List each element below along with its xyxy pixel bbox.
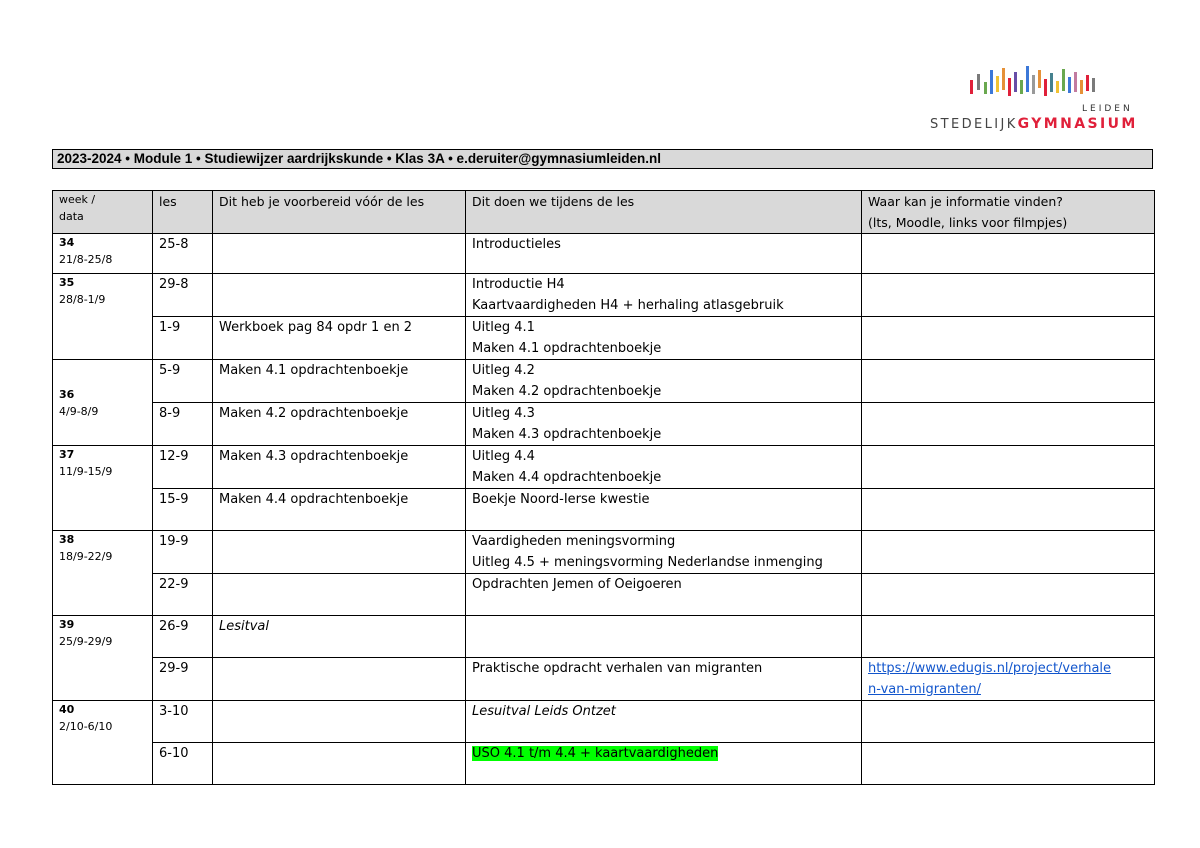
- prep-cell: Werkboek pag 84 opdr 1 en 2: [213, 317, 466, 360]
- table-row: [53, 658, 1155, 701]
- les-cell: 26-9: [153, 616, 213, 658]
- info-cell: [862, 446, 1155, 489]
- prep-cell: [213, 701, 466, 743]
- during-cell: Lesuitval Leids Ontzet: [466, 701, 862, 743]
- during-cell: Uitleg 4.4 Maken 4.4 opdrachtenboekje: [466, 446, 862, 489]
- les-cell: 12-9: [153, 446, 213, 489]
- table-row: [53, 446, 1155, 489]
- col-prep: Dit heb je voorbereid vóór de les: [213, 191, 466, 234]
- week-cell: 34 21/8-25/8: [53, 234, 153, 274]
- info-cell: [862, 489, 1155, 531]
- prep-cell: [213, 531, 466, 574]
- info-cell: [862, 574, 1155, 616]
- table-row: [53, 234, 1155, 274]
- logo-leiden: LEIDEN: [1082, 104, 1133, 114]
- prep-cell: Maken 4.4 opdrachtenboekje: [213, 489, 466, 531]
- info-cell: [862, 317, 1155, 360]
- during-cell: [466, 616, 862, 658]
- during-cell: Praktische opdracht verhalen van migranten: [466, 658, 862, 701]
- prep-cell: [213, 574, 466, 616]
- col-les: les: [153, 191, 213, 234]
- les-cell: 8-9: [153, 403, 213, 446]
- table-row: [53, 616, 1155, 658]
- info-cell: [862, 531, 1155, 574]
- during-cell: Introductie H4 Kaartvaardigheden H4 + herhaling atlasgebruik: [466, 274, 862, 317]
- table-row: [53, 360, 1155, 403]
- les-cell: 19-9: [153, 531, 213, 574]
- logo-gymnasium: GYMNASIUM: [1017, 116, 1138, 132]
- col-week: week / data: [53, 191, 153, 234]
- les-cell: 3-10: [153, 701, 213, 743]
- week-cell: 39 25/9-29/9: [53, 616, 153, 701]
- logo-name: [930, 116, 1138, 132]
- info-cell: [862, 360, 1155, 403]
- table-row: [53, 574, 1155, 616]
- table-row: [53, 317, 1155, 360]
- info-cell: [862, 274, 1155, 317]
- table-row: [53, 701, 1155, 743]
- prep-cell: Maken 4.1 opdrachtenboekje: [213, 360, 466, 403]
- during-cell: Uitleg 4.3 Maken 4.3 opdrachtenboekje: [466, 403, 862, 446]
- prep-cell: Maken 4.3 opdrachtenboekje: [213, 446, 466, 489]
- during-cell: [466, 743, 862, 785]
- prep-cell: Maken 4.2 opdrachtenboekje: [213, 403, 466, 446]
- during-cell: Introductieles: [466, 234, 862, 274]
- col-info: Waar kan je informatie vinden? (lts, Moodle, links voor filmpjes): [862, 191, 1155, 234]
- week-cell: 37 11/9-15/9: [53, 446, 153, 531]
- les-cell: 5-9: [153, 360, 213, 403]
- table-row: [53, 274, 1155, 317]
- les-cell: 29-8: [153, 274, 213, 317]
- prep-cell: [213, 658, 466, 701]
- les-cell: 1-9: [153, 317, 213, 360]
- document-header: 2023-2024 • Module 1 • Studiewijzer aardrijkskunde • Klas 3A • e.deruiter@gymnasiumleiden.nl: [52, 149, 1153, 169]
- during-cell: Vaardigheden meningsvorming Uitleg 4.5 + meningsvorming Nederlandse inmenging: [466, 531, 862, 574]
- week-cell: 40 2/10-6/10: [53, 701, 153, 785]
- table-header-row: [53, 191, 1155, 234]
- week-cell: 38 18/9-22/9: [53, 531, 153, 616]
- table-row: [53, 403, 1155, 446]
- les-cell: 6-10: [153, 743, 213, 785]
- les-cell: 25-8: [153, 234, 213, 274]
- prep-cell: [213, 274, 466, 317]
- les-cell: 22-9: [153, 574, 213, 616]
- week-cell: 36 4/9-8/9: [53, 360, 153, 446]
- info-cell: [862, 403, 1155, 446]
- info-cell: [862, 743, 1155, 785]
- prep-cell: Lesitval: [213, 616, 466, 658]
- table-row: [53, 743, 1155, 785]
- table-row: [53, 489, 1155, 531]
- during-cell: Opdrachten Jemen of Oeigoeren: [466, 574, 862, 616]
- school-logo: [930, 66, 1145, 136]
- logo-stedelijk: STEDELIJK: [930, 117, 1018, 132]
- col-during: Dit doen we tijdens de les: [466, 191, 862, 234]
- info-cell: [862, 701, 1155, 743]
- info-cell: [862, 658, 1155, 701]
- info-cell: [862, 234, 1155, 274]
- during-cell: Uitleg 4.2 Maken 4.2 opdrachtenboekje: [466, 360, 862, 403]
- prep-cell: [213, 743, 466, 785]
- during-cell: Uitleg 4.1 Maken 4.1 opdrachtenboekje: [466, 317, 862, 360]
- info-cell: [862, 616, 1155, 658]
- during-cell: Boekje Noord-Ierse kwestie: [466, 489, 862, 531]
- week-cell: 35 28/8-1/9: [53, 274, 153, 360]
- schedule-table: [52, 190, 1155, 785]
- prep-cell: [213, 234, 466, 274]
- edugis-link[interactable]: https://www.edugis.nl/project/verhale n-van-migranten/: [868, 661, 1112, 697]
- les-cell: 29-9: [153, 658, 213, 701]
- highlighted-test: USO 4.1 t/m 4.4 + kaartvaardigheden: [472, 746, 719, 761]
- les-cell: 15-9: [153, 489, 213, 531]
- table-row: [53, 531, 1155, 574]
- logo-bars-icon: [968, 66, 1103, 102]
